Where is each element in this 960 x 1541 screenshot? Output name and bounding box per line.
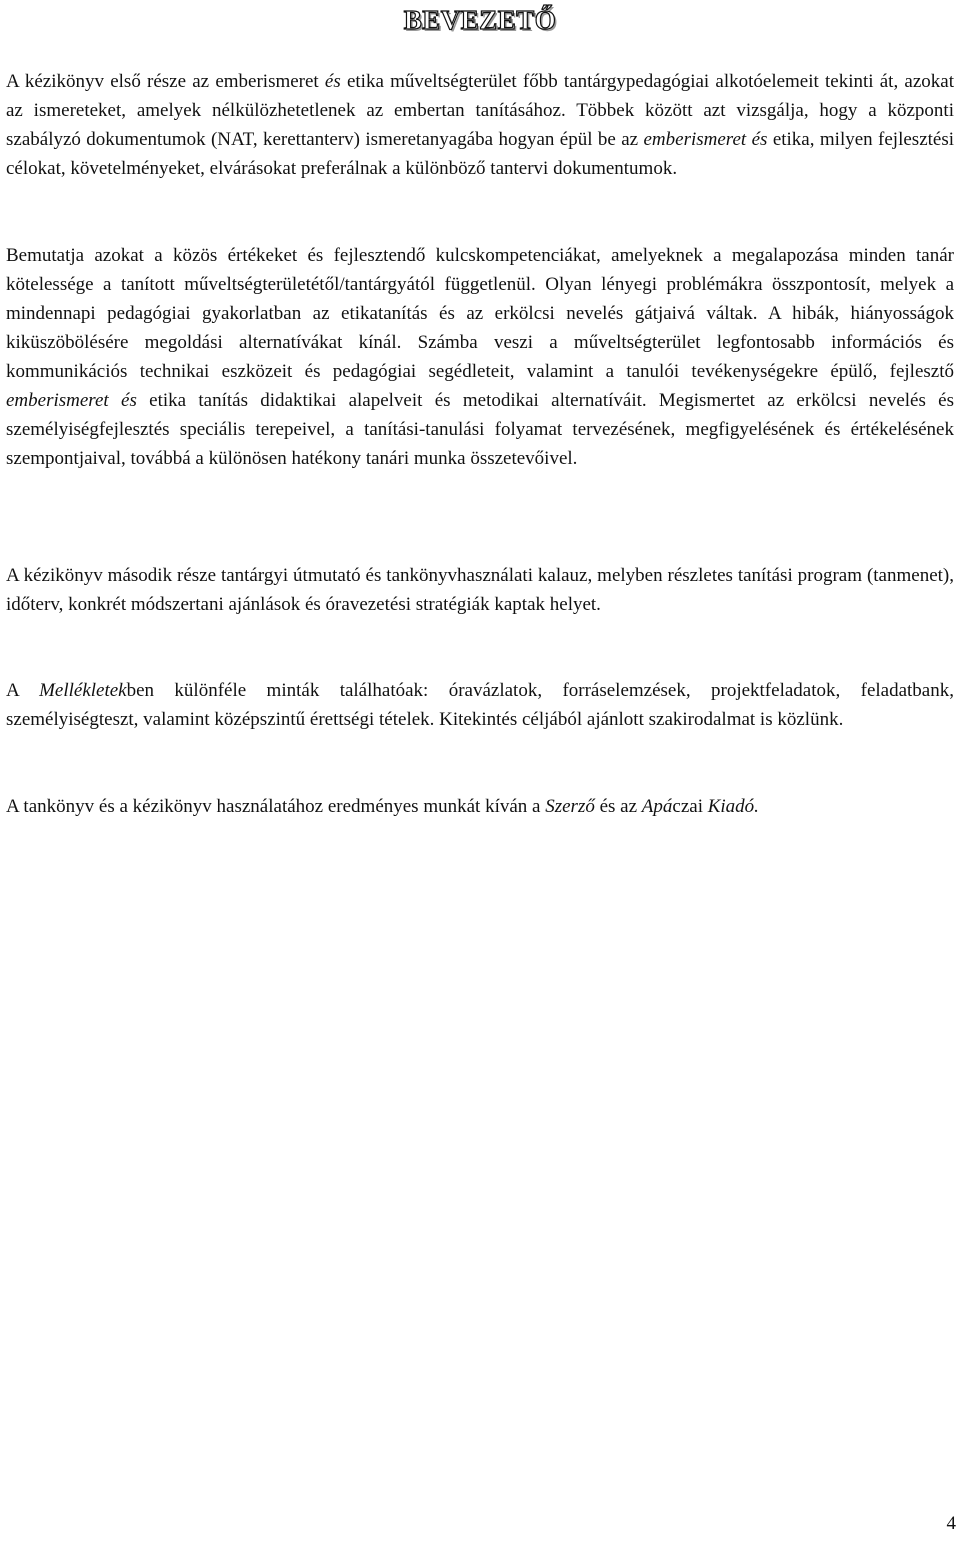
paragraph-5-italic-publisher-b: Kiadó.	[707, 796, 759, 817]
paragraph-5-text-a: A tankönyv és a kézikönyv használatához eredményes munkát kíván a	[6, 796, 546, 817]
paragraph-5-italic-author: Szerző	[545, 796, 595, 817]
paragraph-4-italic: Mellékletek	[39, 680, 127, 701]
paragraph-1	[6, 67, 954, 183]
page-title: BEVEZETŐ	[403, 5, 557, 35]
paragraph-4-text-b: ben különféle minták találhatóak: óravázlatok, forráselemzések, projektfeladatok, feladatbank, személyiségteszt, valamint középszintű érettségi tételek. Kitekintés céljából ajánlott szakirodalmat is közlünk.	[6, 680, 954, 730]
paragraph-4	[6, 676, 954, 734]
paragraph-2-italic: emberismeret és	[6, 390, 137, 411]
paragraph-1-italic-b: emberismeret és	[643, 129, 768, 150]
paragraph-1-italic-a: és	[324, 71, 341, 92]
paragraph-3	[6, 561, 954, 619]
paragraph-1-text-c: etika, milyen fejlesztési célokat, követelményeket, elvárásokat preferálnak a különböző tantervi dokumentumok.	[6, 129, 955, 179]
paragraph-2	[6, 241, 954, 473]
paragraph-5-text-c: czai	[672, 796, 703, 817]
paragraph-1-text-a: A kézikönyv első része az emberismeret	[6, 71, 325, 92]
paragraph-2-text-b: etika tanítás didaktikai alapelveit és metodikai alternatíváit. Megismertet az erkölcsi nevelés és személyiségfejlesztés speciális terepeivel, a tanítási-tanulási folyamat tervezésének, megfigyelésének és értékelésének szempontjaival, továbbá a különösen hatékony tanári munka összetevőivel.	[6, 390, 954, 469]
paragraph-1-text-b: etika műveltségterület főbb tantárgypedagógiai alkotóelemeit tekinti át, azokat az ismereteket, amelyek nélkülözhetetlenek az embertan tanításához. Többek között azt vizsgálja, hogy a központi szabályzó dokumentumok (NAT, kerettanterv) ismeretanyagába hogyan épül be az	[6, 71, 954, 150]
paragraph-3-text: A kézikönyv második része tantárgyi útmutató és tankönyvhasználati kalauz, melyben részletes tanítási program (tanmenet), időterv, konkrét módszertani ajánlások és óravezetési stratégiák kaptak helyet.	[6, 565, 954, 615]
paragraph-2-text-a: Bemutatja azokat a közös értékeket és fejlesztendő kulcskompetenciákat, amelyeknek a megalapozása minden tanár kötelessége a tanított műveltségterületétől/tantárgyától függetlenül. Olyan lényegi problémákra összpontosít, melyek a mindennapi pedagógiai gyakorlatban az etikatanítás és az erkölcsi nevelés gátjaivá váltak. A hibák, hiányosságok kiküszöbölésére megoldási alternatívákat kínál. Számba veszi a műveltségterület legfontosabb információs és kommunikációs technikai eszközeit és pedagógiai segédleteit, valamint a tanulói tevékenységekre épülő, fejlesztő	[6, 245, 954, 382]
paragraph-5-italic-publisher-a: Apá	[641, 796, 673, 817]
paragraph-4-text-a: A	[6, 680, 40, 701]
paragraph-5-text-b: és az	[594, 796, 642, 817]
document-page	[6, 0, 955, 817]
page-number: 4	[946, 1513, 956, 1534]
paragraph-5	[6, 792, 954, 821]
